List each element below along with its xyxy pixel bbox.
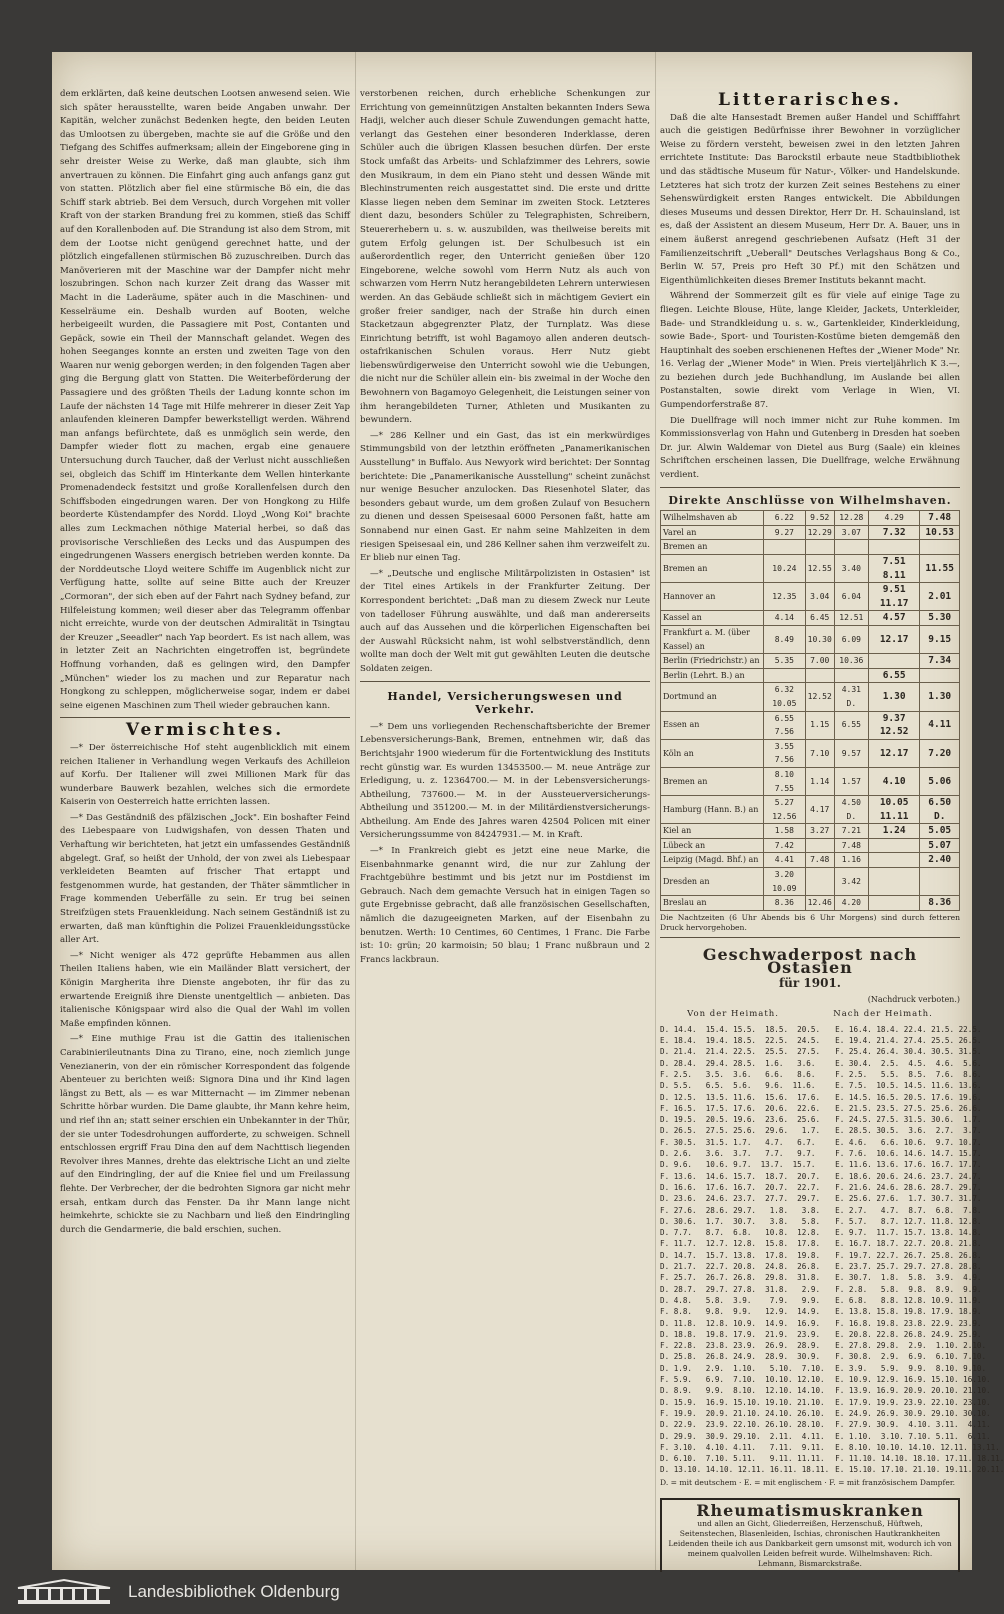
- table-cell: 5.27 12.56: [764, 796, 806, 824]
- schedule-line: F. 2.5. 3.5. 3.6. 6.6. 8.6.: [660, 1070, 816, 1079]
- schedule-line: E. 14.5. 16.5. 20.5. 17.6. 19.6.: [835, 1092, 982, 1102]
- schedule-line: E. 27.8. 29.8. 2.9. 1.10. 2.10.: [835, 1341, 987, 1351]
- table-cell: 6.04: [834, 583, 868, 611]
- ad-title: Rheumatismuskranken: [696, 1500, 924, 1520]
- table-row: [661, 668, 960, 683]
- column-2: [360, 88, 650, 1558]
- schedule-line: E. 4.6. 6.6. 10.6. 9.7. 10.7.: [835, 1137, 982, 1147]
- table-row: [661, 796, 960, 824]
- schedule-line: E. 24.9. 26.9. 30.9. 29.10. 30.10.: [835, 1408, 991, 1418]
- schedule-line: D. 26.5. 27.5. 25.6. 29.6. 1.7.: [660, 1126, 821, 1136]
- table-cell: 10.36: [834, 654, 868, 669]
- table-cell: Berlin (Friedrichstr.) an: [661, 654, 764, 669]
- table-row: [661, 767, 960, 795]
- schedule-line: F. 27.6. 28.6. 29.7. 1.8. 3.8.: [660, 1205, 821, 1215]
- post-schedule-headers: [660, 1008, 960, 1022]
- schedule-line: E. 2.7. 4.7. 8.7. 6.8. 7.8.: [835, 1205, 982, 1215]
- table-cell: [805, 868, 834, 896]
- table-cell: 3.42: [834, 868, 868, 896]
- table-cell: 3.04: [805, 583, 834, 611]
- schedule-line: F. 24.5. 27.5. 31.5. 30.6. 1.7.: [835, 1115, 982, 1125]
- schedule-line: F. 16.5. 17.5. 17.6. 20.6. 22.6.: [660, 1103, 821, 1113]
- table-cell: [868, 868, 920, 896]
- timetable-header-row: [661, 511, 960, 526]
- schedule-line: E. 23.7. 25.7. 29.7. 27.8. 28.8.: [835, 1262, 982, 1272]
- table-cell: 6.45: [805, 611, 834, 626]
- schedule-line: F. 21.6. 24.6. 28.6. 28.7. 29.7.: [835, 1182, 982, 1192]
- article-text: —* Nicht weniger als 472 geprüfte Hebammen aus allen Theilen Italiens haben, wie ein Mailänder Blatt versichert, der Königin Margherita ihre Dienste angeboten, ihr für das zu erwartende Ereigniß ihre Dienste unentgeltlich — anbieten. Das italienische Königspaar wird also die Qual der Wahl im vollen Maße empfinden können.: [60, 950, 350, 1029]
- table-cell: [805, 540, 834, 555]
- post-to-label: Nach der Heimath.: [833, 1009, 933, 1020]
- schedule-line: D. 7.7. 8.7. 6.8. 10.8. 12.8.: [660, 1228, 821, 1238]
- schedule-line: E. 9.7. 11.7. 15.7. 13.8. 14.8.: [835, 1228, 982, 1238]
- table-cell: [868, 853, 920, 868]
- table-cell: 9.57: [834, 739, 868, 767]
- table-cell: 12.17: [868, 625, 920, 653]
- schedule-line: F. 25.7. 26.7. 26.8. 29.8. 31.8.: [660, 1273, 821, 1283]
- table-cell: 7.32: [868, 525, 920, 540]
- table-row: [661, 824, 960, 839]
- ad-body: und allen an Gicht, Gliederreißen, Herzenschuß, Hüftweh, Seitenstechen, Blasenleiden, Ischias, chronischen Hautkrankheiten Leidenden theile ich aus Dankbarkeit gern umsonst mit, wodurch ich von meinem qualvollen Leiden befreit wurde. Wilhelmshaven: Rich. Lehmann, Bismarckstraße.: [668, 1519, 952, 1569]
- article-text: dem erklärten, daß keine deutschen Lootsen anwesend seien. Wie sich später herausstellte, waren beide Angaben unwahr. Der Kapitän, welcher zunächst Bedenken hegte, den beiden Leuten das Umlootsen zu übergeben, machte sie auf die Größe und den Tiefgang des Schiffes aufmerksam; allein der Eingeborene ging in sehr dreister Weise zu Werke, daß man glaubte, sich ihm anvertrauen zu können. Die Einfahrt ging auch anfangs ganz gut von statten. Plötzlich aber fiel eine stürmische Bö ein, die das Schiff stark abtrieb. Bei dem Versuch, durch Vorgehen mit voller Kraft von der starken Brandung frei zu kommen, stieß das Schiff auf den Korallenboden auf. Die Strandung ist also dem Strom, mit dem der Lootse nicht genügend gerechnet hatte, und der plötzlich eingefallenen stürmischen Bö zuzuschreiben. Durch das Manöverieren mit der Maschine war der Dampfer nicht mehr loszubringen. Schon nach kurzer Zeit drang das Wasser mit Macht in die Laderäume, später auch in die Maschinen- und Kesselräume ein. Deshalb wurden auf Booten, welche herbeigeeilt wurden, die Passagiere mit Post, Contanten und Gepäck, sowie ein Theil der Mannschaft gelandet. Wegen des hohen Seeganges konnte an ersten und zweiten Tage von den Waaren nur wenig geborgen werden; in den folgenden Tagen aber ging die Bergung glatt von Statten. Die Weiterbeförderung der Passagiere und des größten Theils der Ladung konnte schon im Laufe der nächsten 14 Tage mit Hilfe mehrerer in dieser Zeit Yap anlaufenden kleineren Dampfer bewerkstelligt werden. Während man anfangs befürchtete, daß es unmöglich sein werde, den Dampfer wieder flott zu machen, ergab eine genauere Untersuchung durch Taucher, daß der Verlust nicht ausschließen sei, obgleich das Schiff im Hinterkante dem Wellen hinterkante Promenadendeck festsitzt und große Korallenfelsen durch den Schiffsboden eingedrungen waren. Der von Hongkong zu Hilfe beorderte Küstendampfer des Nordd. Lloyd „Wong Koi" brachte alles zum Leckmachen nöthige Material herbei, so daß das provisorische Verschließen des Lecks und das Auspumpen des eingedrungenen Wassers energisch betrieben werden konnte. Da der Norddeutsche Lloyd weitere Schiffe im Augenblick nicht zur Verfügung hatte, sollte auf seine Bitte auch der Kreuzer „Cormoran", der sich eben auf der Fahrt nach Sydney befand, zur Hilfeleistung kommen; weil dieser aber das Telegramm offenbar nicht erreichte, wurde von der deutschen Admiralität in Tsingtau der Kreuzer „Seeadler" nach Yap beordert. Es ist nach allem, was in letzter Zeit an Nachrichten eingetroffen ist, begründete Hoffnung vorhanden, daß es gelingen wird, den Dampfer „München" wieder los zu machen und zur Reparatur nach Hongkong zu schleppen, möglicherweise sogar, indem er dabei seine eigenen Maschinen zum Theil wieder gebrauchen kann.: [60, 89, 350, 711]
- schedule-line: D. 4.8. 5.8. 3.9. 7.9. 9.9.: [660, 1295, 821, 1305]
- table-cell: Bremen an: [661, 555, 764, 583]
- table-cell: [805, 668, 834, 683]
- schedule-line: F. 30.8. 2.9. 6.9. 6.10. 7.10.: [835, 1352, 987, 1362]
- schedule-line: F. 3.10. 4.10. 4.11. 7.11. 9.11.: [660, 1442, 825, 1452]
- table-cell: 4.41: [764, 853, 806, 868]
- advertisement: [660, 1498, 960, 1576]
- table-cell: 7.21: [834, 824, 868, 839]
- schedule-line: F. 19.9. 20.9. 21.10. 24.10. 26.10.: [660, 1408, 825, 1418]
- table-cell: Breslau an: [661, 896, 764, 911]
- table-cell: [834, 540, 868, 555]
- table-row: [661, 896, 960, 911]
- table-cell: 1.16: [834, 853, 868, 868]
- post-schedule-grid: [660, 1024, 1004, 1476]
- library-name: Landesbibliothek Oldenburg: [128, 1582, 340, 1601]
- table-cell: 11.55: [920, 555, 960, 583]
- schedule-line: D. 30.6. 1.7. 30.7. 3.8. 5.8.: [660, 1216, 821, 1226]
- table-cell: 6.55: [868, 668, 920, 683]
- schedule-line: F. 30.5. 31.5. 1.7. 4.7. 6.7.: [660, 1137, 816, 1147]
- table-cell: 5.35: [764, 654, 806, 669]
- table-row: [661, 711, 960, 739]
- table-cell: 6.32 10.05: [764, 683, 806, 711]
- table-cell: 7.48: [834, 838, 868, 853]
- table-cell: Kiel an: [661, 824, 764, 839]
- table-row: [661, 739, 960, 767]
- table-cell: 1.24: [868, 824, 920, 839]
- table-cell: 4.31 D.: [834, 683, 868, 711]
- table-cell: 7.20: [920, 739, 960, 767]
- table-cell: Dortmund an: [661, 683, 764, 711]
- legend-item: D. = mit deutschem: [660, 1477, 737, 1487]
- article-text: Während der Sommerzeit gilt es für viele auf einige Tage zu fliegen. Leichte Blouse, Hüte, lange Kleider, Jackets, Unterkleider, Bade- und Strandkleidung u. s. w., Gartenkleider, Kinderkleidung, sowie Bade-, Sport- und Touristen-Kostüme bieten demgemäß den Hauptinhalt des soeben erschienenen Heftes der „Wiener Mode" Nr. 16. Verlag der „Wiener Mode" in Wien. Preis vierteljährlich K 3.—, zu beziehen durch jede Buchhandlung, im Auslande bei allen Postanstalten, sowie direkt vom Verlage in Wien, VI. Gumpendorferstraße 87.: [660, 291, 960, 411]
- schedule-line: D. 13.10. 14.10. 12.11. 16.11. 18.11.: [660, 1465, 830, 1475]
- table-cell: 10.05 11.11: [868, 796, 920, 824]
- table-cell: 6.09: [834, 625, 868, 653]
- post-schedule-right: [835, 1024, 1004, 1476]
- article-text: Die Duellfrage will noch immer nicht zur Ruhe kommen. Im Kommissionsverlag von Hahn und Gutenberg in Dresden hat soeben Dr. jur. Alwin Waldemar von Dietel aus Burg (Saale) ein kleines Schriftchen erscheinen lassen, Die Duellfrage, welche Erwähnung verdient.: [660, 415, 960, 481]
- table-cell: Lübeck an: [661, 838, 764, 853]
- schedule-line: D. 19.5. 20.5. 19.6. 23.6. 25.6.: [660, 1115, 821, 1125]
- section-heading-vermischtes: Vermischtes.: [125, 720, 285, 741]
- schedule-line: F. 5.9. 6.9. 7.10. 10.10. 12.10.: [660, 1375, 825, 1385]
- table-cell: [920, 668, 960, 683]
- table-cell: 12.51: [834, 611, 868, 626]
- table-cell: 12.29: [805, 525, 834, 540]
- schedule-line: D. 28.4. 29.4. 28.5. 1.6. 3.6.: [660, 1058, 816, 1068]
- schedule-line: E. 30.4. 2.5. 4.5. 4.6. 5.6.: [835, 1058, 982, 1068]
- schedule-line: D. 14.4. 15.4. 15.5. 18.5. 20.5.: [660, 1024, 821, 1034]
- schedule-line: E. 25.6. 27.6. 1.7. 30.7. 31.7.: [835, 1194, 982, 1204]
- schedule-line: D. 23.6. 24.6. 23.7. 27.7. 29.7.: [660, 1194, 821, 1204]
- section-heading-handel: Handel, Versicherungswesen und Verkehr.: [387, 689, 623, 717]
- table-cell: 6.50 D.: [920, 796, 960, 824]
- table-cell: Hannover an: [661, 583, 764, 611]
- table-cell: [868, 896, 920, 911]
- table-cell: 8.49: [764, 625, 806, 653]
- post-schedule-left: [660, 1024, 829, 1476]
- schedule-line: F. 25.4. 26.4. 30.4. 30.5. 31.5.: [835, 1047, 982, 1057]
- table-cell: [920, 540, 960, 555]
- table-row: [661, 853, 960, 868]
- schedule-line: D. 25.8. 26.8. 24.9. 28.9. 30.9.: [660, 1352, 821, 1362]
- table-row: [661, 868, 960, 896]
- schedule-line: E. 6.8. 8.8. 12.8. 10.9. 11.9.: [835, 1295, 982, 1305]
- table-cell: 8.10 7.55: [764, 767, 806, 795]
- table-cell: 3.40: [834, 555, 868, 583]
- table-cell: Essen an: [661, 711, 764, 739]
- table-cell: 1.57: [834, 767, 868, 795]
- table-row: [661, 625, 960, 653]
- schedule-line: F. 5.7. 8.7. 12.7. 11.8. 12.8.: [835, 1216, 982, 1226]
- table-cell: 7.00: [805, 654, 834, 669]
- post-legend: D. = mit deutschem · E. = mit englischem · F. = mit französischem Dampfer.: [660, 1477, 956, 1487]
- table-cell: 8.36: [764, 896, 806, 911]
- table-cell: 1.30: [920, 683, 960, 711]
- newspaper-page: [52, 52, 1004, 1570]
- timetable-note: Die Nachtzeiten (6 Uhr Abends bis 6 Uhr Morgens) sind durch fetteren Druck hervorgehoben.: [660, 912, 960, 932]
- table-cell: 1.14: [805, 767, 834, 795]
- post-schedule-subtitle: für 1901.: [779, 976, 841, 991]
- table-cell: 4.11: [920, 711, 960, 739]
- table-cell: 7.51 8.11: [868, 555, 920, 583]
- schedule-line: F. 13.6. 14.6. 15.7. 18.7. 20.7.: [660, 1171, 821, 1181]
- schedule-line: D. 6.10. 7.10. 5.11. 9.11. 11.11.: [660, 1454, 825, 1464]
- schedule-line: D. 21.7. 22.7. 20.8. 24.8. 26.8.: [660, 1262, 821, 1272]
- table-cell: Varel an: [661, 525, 764, 540]
- table-cell: 7.10: [805, 739, 834, 767]
- table-cell: 9.51 11.17: [868, 583, 920, 611]
- schedule-line: E. 16.7. 18.7. 22.7. 20.8. 21.8.: [835, 1239, 982, 1249]
- table-row: [661, 555, 960, 583]
- timetable-title: Direkte Anschlüsse von Wilhelmshaven.: [668, 493, 952, 507]
- table-cell: 2.01: [920, 583, 960, 611]
- table-cell: 9.52: [805, 511, 834, 526]
- schedule-line: E. 3.9. 5.9. 9.9. 8.10. 9.10.: [835, 1363, 987, 1373]
- article-text: —* Dem uns vorliegenden Rechenschaftsberichte der Bremer Lebensversicherungs-Bank, Bremen, entnehmen wir, daß das Berichtsjahr 1900 wiederum für die Fortentwicklung des Instituts recht günstig war. Es wurden 13453500.— M. neue Anträge zur Erledigung, u. z. 12364700.— M. in der Lebensversicherungs-Abtheilung, 737600.— M. in der Aussteuerversicherungs-Abtheilung und 351200.— M. in der Militärdienstversicherungs-Abtheilung. Am Ende des Jahres waren 42504 Policen mit einer Versicherungssumme von 84247931.— M. in Kraft.: [360, 721, 650, 841]
- divider: [660, 937, 960, 938]
- schedule-line: F. 7.6. 10.6. 14.6. 14.7. 15.7.: [835, 1149, 982, 1159]
- table-cell: 10.24: [764, 555, 806, 583]
- table-row: [661, 683, 960, 711]
- table-cell: Dresden an: [661, 868, 764, 896]
- table-cell: 4.14: [764, 611, 806, 626]
- schedule-line: D. 8.9. 9.9. 8.10. 12.10. 14.10.: [660, 1386, 825, 1396]
- post-schedule-note: (Nachdruck verboten.): [867, 994, 960, 1004]
- table-cell: 9.27: [764, 525, 806, 540]
- schedule-line: E. 15.10. 17.10. 21.10. 19.11. 20.11.: [835, 1465, 1004, 1475]
- table-cell: 5.05: [920, 824, 960, 839]
- table-cell: 12.17: [868, 739, 920, 767]
- table-row: [661, 540, 960, 555]
- schedule-line: D. 11.8. 12.8. 10.9. 14.9. 16.9.: [660, 1318, 821, 1328]
- table-cell: 6.22: [764, 511, 806, 526]
- article-text: —* Der österreichische Hof steht augenblicklich mit einem reichen Italiener in Verhandlung wegen Verkaufs des Achilleion auf Korfu. Der Italiener will zwei Millionen Mark für das wunderbare Bauwerk bezahlen, welches sich die ermordete Kaiserin von Oesterreich hatte errichten lassen.: [60, 742, 350, 808]
- column-3: [660, 88, 1004, 1569]
- table-cell: 1.30: [868, 683, 920, 711]
- table-row: [661, 583, 960, 611]
- schedule-line: D. 28.7. 29.7. 27.8. 31.8. 2.9.: [660, 1284, 821, 1294]
- column-divider: [355, 52, 356, 1570]
- table-cell: 9.37 12.52: [868, 711, 920, 739]
- article-text: —* „Deutsche und englische Militärpolizisten in Ostasien" ist der Titel eines Artikels in der Frankfurter Zeitung. Der Korrespondent berichtet: „Daß man zu diesem Zweck nur Leute von tadelloser Führung auswählte, und daß man andererseits auch auf das Aussehen und die körperlichen Eigenschaften bei der Auswahl Rücksicht nahm, ist wohl selbstverständlich, denn wollte man doch der Welt mit gut gewählten Leuten die deutsche Soldaten zeigen.: [360, 568, 650, 674]
- schedule-line: E. 21.5. 23.5. 27.5. 25.6. 26.6.: [835, 1103, 982, 1113]
- column-divider: [655, 52, 656, 1570]
- table-cell: 12.35: [764, 583, 806, 611]
- table-cell: 12.55: [805, 555, 834, 583]
- table-cell: [920, 868, 960, 896]
- schedule-line: E. 16.4. 18.4. 22.4. 21.5. 22.5.: [835, 1024, 982, 1034]
- legend-item: E. = mit englischem: [743, 1477, 822, 1487]
- table-cell: 12.28: [834, 511, 868, 526]
- schedule-line: E. 30.7. 1.8. 5.8. 3.9. 4.9.: [835, 1273, 982, 1283]
- table-cell: Hamburg (Hann. B.) an: [661, 796, 764, 824]
- schedule-line: E. 18.6. 20.6. 24.6. 23.7. 24.7.: [835, 1171, 982, 1181]
- schedule-line: F. 22.8. 23.8. 23.9. 26.9. 28.9.: [660, 1341, 821, 1351]
- table-row: [661, 838, 960, 853]
- schedule-line: E. 11.6. 13.6. 17.6. 16.7. 17.7.: [835, 1160, 982, 1170]
- table-cell: 7.48: [805, 853, 834, 868]
- legend-item: F. = mit französischem: [829, 1477, 918, 1487]
- schedule-line: F. 27.9. 30.9. 4.10. 3.11. 4.11.: [835, 1420, 991, 1430]
- schedule-line: E. 8.10. 10.10. 14.10. 12.11. 13.11.: [835, 1442, 1000, 1452]
- table-cell: [868, 540, 920, 555]
- schedule-line: E. 13.8. 15.8. 19.8. 17.9. 18.9.: [835, 1307, 982, 1317]
- schedule-line: F. 11.10. 14.10. 18.10. 17.11. 18.11.: [835, 1454, 1004, 1464]
- article-text: —* Das Geständniß des pfälzischen „Jock". Ein boshafter Feind des Liebespaare von Ludwigshafen, von dessen Thaten und Verhaftung wir berichteten, hat jetzt ein umfassendes Geständniß abgelegt. Graf, so heißt der Unhold, der von zwei als Liebespaar verkleideten Beamten auf frischer That ertappt und festgenommen wurde, hat gestanden, der Thäter sämmtlicher in Frage kommenden Ueberfälle zu sein. Er trug bei seinen Streifzügen stets Frauenkleidung. Nach seinem Geständniß ist zu erwarten, daß man künftighin die Polizei Frauenkleidungsstücke aller Art.: [60, 812, 350, 946]
- table-cell: Leipzig (Magd. Bhf.) an: [661, 853, 764, 868]
- table-cell: 4.10: [868, 767, 920, 795]
- table-cell: 2.40: [920, 853, 960, 868]
- table-cell: 4.57: [868, 611, 920, 626]
- schedule-line: E. 17.9. 19.9. 23.9. 22.10. 23.10.: [835, 1397, 991, 1407]
- divider: [660, 487, 960, 488]
- schedule-line: F. 19.7. 22.7. 26.7. 25.8. 26.8.: [835, 1250, 982, 1260]
- table-cell: 12.46: [805, 896, 834, 911]
- table-cell: [868, 654, 920, 669]
- section-heading-litterarisches: Litterarisches.: [718, 90, 902, 110]
- table-cell: 4.29: [868, 511, 920, 526]
- table-cell: Berlin (Lehrt. B.) an: [661, 668, 764, 683]
- table-cell: 6.55 7.56: [764, 711, 806, 739]
- article-text: Daß die alte Hansestadt Bremen außer Handel und Schifffahrt auch die geistigen Bedürfnisse ihrer Bewohner in vorzüglicher Weise zu fördern versteht, beweisen zwei in den letzten Jahren errichtete Institute: Das Barockstil erbaute neue Stadtbibliothek und das städtische Museum für Natur-, Völker- und Handelskunde. Letzteres hat sich trotz der kurzen Zeit seines Bestehens zu einer Sehenswürdigkeit ersten Ranges entwickelt. Die Abbildungen dieses Museums und dessen Direktor, Herr Dr. H. Schauinsland, ist es, daß der Assistent an diesem Museum, Herr Dr. A. Bauer, uns in einem äußerst anregend geschriebenen Aufsatz (Heft 31 der Familienzeitschrift „Ueberall" Deutsches Verlagshaus Bong & Co., Berlin W. 57, Preis pro Heft 30 Pf.) mit den Schätzen und Eigenthümlichkeiten dieses Bremer Instituts bekannt macht.: [660, 112, 960, 286]
- table-cell: 3.07: [834, 525, 868, 540]
- table-cell: [764, 540, 806, 555]
- footer-bar: [0, 1572, 1000, 1614]
- schedule-line: F. 13.9. 16.9. 20.9. 20.10. 21.10.: [835, 1386, 991, 1396]
- schedule-line: F. 8.8. 9.8. 9.9. 12.9. 14.9.: [660, 1307, 821, 1317]
- table-cell: 12.52: [805, 683, 834, 711]
- schedule-line: E. 18.4. 19.4. 18.5. 22.5. 24.5.: [660, 1036, 821, 1046]
- table-cell: 5.30: [920, 611, 960, 626]
- schedule-line: D. 16.6. 17.6. 16.7. 20.7. 22.7.: [660, 1182, 821, 1192]
- table-cell: 4.50 D.: [834, 796, 868, 824]
- schedule-line: D. 29.9. 30.9. 29.10. 2.11. 4.11.: [660, 1431, 825, 1441]
- schedule-line: E. 19.4. 21.4. 27.4. 25.5. 26.5.: [835, 1036, 982, 1046]
- post-from-label: Von der Heimath.: [687, 1009, 779, 1020]
- schedule-line: D. 15.9. 16.9. 15.10. 19.10. 21.10.: [660, 1397, 825, 1407]
- table-row: [661, 525, 960, 540]
- legend-item: Dampfer.: [919, 1477, 956, 1487]
- schedule-line: D. 14.7. 15.7. 13.8. 17.8. 19.8.: [660, 1250, 821, 1260]
- table-row: [661, 611, 960, 626]
- timetable: [660, 510, 960, 911]
- table-cell: Bremen an: [661, 540, 764, 555]
- article-text: —* Eine muthige Frau ist die Gattin des italienischen Carabinierileutnants Dina zu Tirano, eine, noch ziemlich junge Venezianerin, von der ein römischer Korrespondent das folgende Abenteuer zu berichten weiß: Signora Dina und ihr Kind lagen längst zu Bett, als — es war Mitternacht — im Zimmer nebenan Schritte hörbar wurden. Die Dame glaubte, ihr Mann kehre heim, und rief ihn an; statt seiner erschien ein Unbekannter in der Thür, der sie unter Todesdrohungen aufforderte, zu schweigen. Schnell entschlossen ergriff Frau Dina den auf dem Nachttisch liegenden Revolver ihres Mannes, drehte das elektrische Licht an und zielte auf den Eindringling, der auf die Kniee fiel und um Freilassung flehte. Der Verbrecher, der die bedrohten Signora gar nicht mehr ersah, entkam durch das Fenster. Da ihr Mann lange nicht heimkehrte, schickte sie zu Nachbarn und ließ den Eindringling durch die Gendarmerie, die bald erschien, suchen.: [60, 1034, 350, 1235]
- table-cell: 7.48: [920, 511, 960, 526]
- schedule-line: D. 9.6. 10.6. 9.7. 13.7. 15.7.: [660, 1160, 816, 1170]
- schedule-line: E. 7.5. 10.5. 14.5. 11.6. 13.6.: [835, 1081, 982, 1091]
- schedule-line: E. 28.5. 30.5. 3.6. 2.7. 3.7.: [835, 1126, 982, 1136]
- schedule-line: D. 12.5. 13.5. 11.6. 15.6. 17.6.: [660, 1092, 821, 1102]
- table-cell: Bremen an: [661, 767, 764, 795]
- table-cell: 9.15: [920, 625, 960, 653]
- table-cell: 3.55 7.56: [764, 739, 806, 767]
- article-text: —* 286 Kellner und ein Gast, das ist ein merkwürdiges Stimmungsbild von der letzthin eröffneten „Panamerikanischen Ausstellung" in Buffalo. Aus Newyork wird berichtet: Der Sonntag berichtete: Die „Panamerikanische Ausstellung" scheint zunächst nur wenige Besucher anzulocken. Das Riesenhotel Slater, das besonders gebaut wurde, um dem großen Zulauf von Besuchern zu dienen und dessen Speisesaal 6000 Personen faßt, hatte am Sonnabend nur einen Gast. Er nahm seine Mahlzeiten in dem riesigen Speisesaal ein, und 286 Kellner sahen ihm verzweifelt zu. Er blieb nur einen Tag.: [360, 430, 650, 564]
- schedule-line: F. 11.7. 12.7. 12.8. 15.8. 17.8.: [660, 1239, 821, 1249]
- schedule-line: F. 2.5. 5.5. 8.5. 7.6. 8.6.: [835, 1070, 982, 1079]
- table-row: [661, 654, 960, 669]
- schedule-line: D. 22.9. 23.9. 22.10. 26.10. 28.10.: [660, 1420, 825, 1430]
- schedule-line: F. 2.8. 5.8. 9.8. 8.9. 9.9.: [835, 1284, 982, 1294]
- table-cell: [834, 668, 868, 683]
- table-cell: [764, 668, 806, 683]
- table-cell: Kassel an: [661, 611, 764, 626]
- table-cell: 1.15: [805, 711, 834, 739]
- table-cell: 10.30: [805, 625, 834, 653]
- schedule-line: D. 1.9. 2.9. 1.10. 5.10. 7.10.: [660, 1363, 825, 1373]
- table-cell: [868, 838, 920, 853]
- schedule-line: E. 1.10. 3.10. 7.10. 5.11. 6.11.: [835, 1431, 991, 1441]
- table-cell: Köln an: [661, 739, 764, 767]
- table-cell: 1.58: [764, 824, 806, 839]
- table-cell: 4.17: [805, 796, 834, 824]
- schedule-line: D. 5.5. 6.5. 5.6. 9.6. 11.6.: [660, 1081, 816, 1091]
- article-text: —* In Frankreich giebt es jetzt eine neue Marke, die Eisenbahnmarke genannt wird, die nur zur Zahlung der Frachtgebühre bestimmt und bis jetzt nur im Postdienst im Gebrauch. Nach dem gemachte Versuch hat in einigen Tagen so gute Ergebnisse gebracht, daß alle französischen Gesellschaften, nämlich die dazugeeigneten Marken, auf der Eisenbahn zu benutzen. Werth: 10 Centimes, 60 Centimes, 1 Franc. Die Farbe ist: 10: grün; 20 karmoisin; 50 blau; 1 Franc nußbraun und 2 Francs lackbraun.: [360, 846, 650, 965]
- article-text: verstorbenen reichen, durch erhebliche Schenkungen zur Errichtung von gemeinnützigen Anstalten bekannten Inders Sewa Hadji, welcher auch dieser Schule Zuwendungen gemacht hatte, verlangt das Gestehen einer besonderen Inderklasse, deren Schüler auch die übrigen Klassen besuchen dürfen. Der erste Stock umfaßt das Arbeits- und Schlafzimmer des Lehrers, sowie den Musikraum, in dem ein Piano steht und dessen Wände mit Blechinstrumenten reich ausgestattet sind. Die erste und dritte Klasse liegen neben dem Seminar im zweiten Stock. Letzteres dient dazu, besonders Schüler zu Telegraphisten, Schreibern, Steuererhebern u. s. w. auszubilden, was theilweise bereits mit gutem Erfolg gelungen ist. Der Schulbesuch ist ein außerordentlich reger, den Unterricht genießen über 120 Eingeborene, welche sowohl vom Herrn Nutz als auch von schwarzen vom Herrn Nutz herangebildeten Lehrern unterwiesen werden. An das Gebäude schließt sich in mächtigem Geviert ein großer freier sandiger, nach der Straße hin durch einen Stacketzaun abgegrenzter Platz, der Turnplatz. Was diese Einrichtung betrifft, ist wohl Bagamoyo allen anderen deutsch-ostafrikanischen Schulen voraus. Herr Nutz giebt liebenswürdigerweise den Unterricht sowohl wie die Uebungen, die nicht nur die Schüler allein ein- bis zweimal in der Woche den Bewohnern von Bagamoyo Gelegenheit, die Leistungen seiner von ihm herangebildeten Turner, Athleten und Musikanten zu bewundern.: [360, 89, 650, 426]
- schedule-line: E. 20.8. 22.8. 26.8. 24.9. 25.9.: [835, 1329, 982, 1339]
- table-cell: [805, 838, 834, 853]
- table-cell: 7.42: [764, 838, 806, 853]
- post-schedule-title: Geschwaderpost nach Ostasien: [702, 944, 918, 978]
- table-cell: 8.36: [920, 896, 960, 911]
- table-cell: 5.06: [920, 767, 960, 795]
- schedule-line: F. 16.8. 19.8. 23.8. 22.9. 23.9.: [835, 1318, 982, 1328]
- table-cell: 5.07: [920, 838, 960, 853]
- table-cell: 6.55: [834, 711, 868, 739]
- table-cell: 7.34: [920, 654, 960, 669]
- divider: [360, 681, 650, 682]
- schedule-line: D. 18.8. 19.8. 17.9. 21.9. 23.9.: [660, 1329, 821, 1339]
- divider: [60, 717, 350, 718]
- table-cell: Wilhelmshaven ab: [661, 511, 764, 526]
- timetable-body: [661, 525, 960, 910]
- table-cell: 10.53: [920, 525, 960, 540]
- schedule-line: E. 10.9. 12.9. 16.9. 15.10. 16.10.: [835, 1375, 991, 1385]
- table-cell: 3.20 10.09: [764, 868, 806, 896]
- table-cell: 4.20: [834, 896, 868, 911]
- column-1: [60, 88, 350, 1558]
- table-cell: 3.27: [805, 824, 834, 839]
- schedule-line: D. 2.6. 3.6. 3.7. 7.7. 9.7.: [660, 1149, 816, 1159]
- table-cell: Frankfurt a. M. (über Kassel) an: [661, 625, 764, 653]
- library-logo-icon: [16, 1578, 112, 1606]
- schedule-line: D. 21.4. 21.4. 22.5. 25.5. 27.5.: [660, 1047, 821, 1057]
